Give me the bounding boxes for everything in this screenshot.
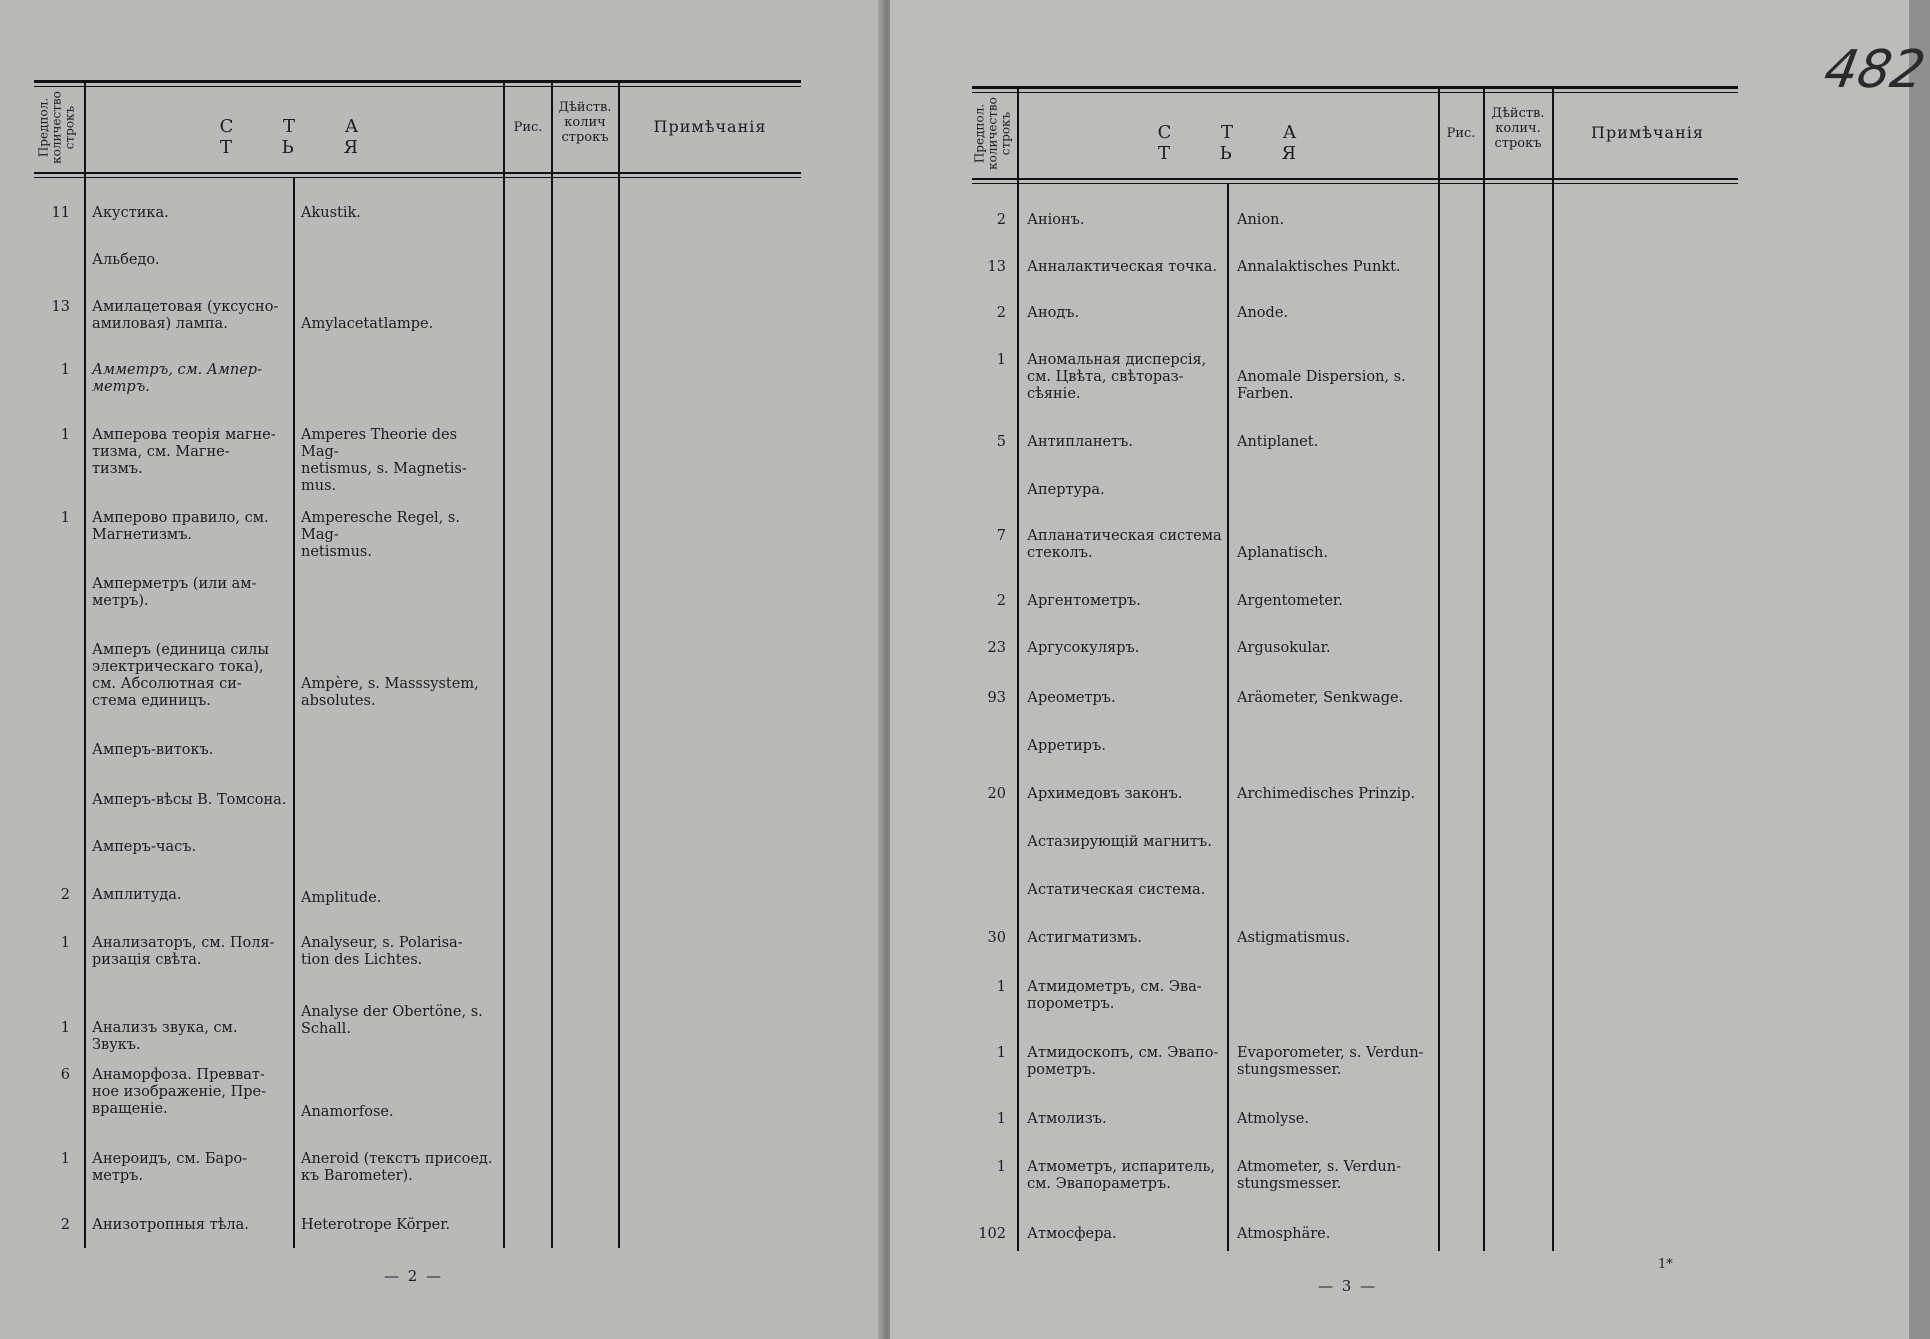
row-term-de: Amylacetatlampe. bbox=[301, 316, 434, 332]
row-term-de: Annalaktisches Punkt. bbox=[1237, 259, 1401, 275]
row-term-de: Evaporometer, s. Verdun- stungsmesser. bbox=[1237, 1045, 1424, 1078]
col-rule-3 bbox=[503, 83, 505, 1248]
top-rule-thin bbox=[34, 86, 801, 87]
row-term-ru: Анероидъ, см. Баро- метръ. bbox=[92, 1151, 248, 1184]
row-term-ru: Аргентометръ. bbox=[1027, 593, 1141, 609]
row-count: 20 bbox=[987, 786, 1006, 802]
row-term-ru: Амперово правило, см. Магнетизмъ. bbox=[92, 510, 269, 543]
article-col-header: С Т А Т Ь Я bbox=[1157, 122, 1319, 164]
left-page bbox=[0, 0, 886, 1339]
row-term-ru: Анализаторъ, см. Поля- ризація свѣта. bbox=[92, 935, 275, 968]
row-term-de: Archimedisches Prinzip. bbox=[1237, 786, 1416, 802]
row-term-ru: Анизотропныя тѣла. bbox=[92, 1217, 249, 1233]
row-term-ru: Атмосфера. bbox=[1027, 1226, 1117, 1242]
row-term-de: Atmometer, s. Verdun- stungsmesser. bbox=[1237, 1159, 1401, 1192]
col-rule-4 bbox=[1483, 89, 1485, 1251]
row-term-ru: Ареометръ. bbox=[1027, 690, 1116, 706]
row-term-ru: Амперъ-часъ. bbox=[92, 839, 197, 855]
header-bottom-rule-thin bbox=[34, 177, 801, 178]
row-term-de: Atmolyse. bbox=[1237, 1111, 1309, 1127]
notes-col-header: Примѣчанія bbox=[653, 117, 767, 136]
count-col-header: Предпол. количество строкъ bbox=[36, 91, 77, 164]
row-count: 5 bbox=[996, 434, 1006, 450]
row-count: 2 bbox=[60, 887, 70, 903]
right-page bbox=[890, 0, 1930, 1339]
col-rule-3 bbox=[1438, 89, 1440, 1251]
header-bottom-rule bbox=[34, 172, 801, 174]
row-term-ru: Атмидоскопъ, см. Эвапо- рометръ. bbox=[1027, 1045, 1219, 1078]
header-bottom-rule-thin bbox=[972, 183, 1738, 184]
notes-col-header: Примѣчанія bbox=[1591, 123, 1704, 142]
row-term-ru: Амплитуда. bbox=[92, 887, 182, 903]
row-count: 1 bbox=[996, 1111, 1006, 1127]
row-term-de: Astigmatismus. bbox=[1237, 930, 1351, 946]
row-count: 23 bbox=[987, 640, 1006, 656]
row-term-ru: Астазирующій магнитъ. bbox=[1027, 834, 1212, 850]
row-term-de: Analyseur, s. Polarisa- tion des Lichtes. bbox=[301, 935, 463, 968]
row-count: 1 bbox=[996, 352, 1006, 368]
row-count: 30 bbox=[987, 930, 1006, 946]
row-term-de: Amperesche Regel, s. Mag- netismus. bbox=[301, 510, 460, 560]
row-term-de: Ampère, s. Masssystem, absolutes. bbox=[301, 676, 479, 709]
row-term-de: Anomale Dispersion, s. Farben. bbox=[1237, 369, 1406, 402]
row-term-ru: Арретиръ. bbox=[1027, 738, 1106, 754]
row-term-ru: Альбедо. bbox=[92, 252, 160, 268]
row-term-de: Argusokular. bbox=[1237, 640, 1331, 656]
col-rule-5 bbox=[618, 83, 620, 1248]
row-count: 7 bbox=[996, 528, 1006, 544]
article-col-header: С Т А Т Ь Я bbox=[219, 116, 381, 158]
row-count: 1 bbox=[60, 1020, 70, 1036]
row-term-de: Aneroid (текстъ присоед. къ Barometer). bbox=[301, 1151, 493, 1184]
row-count: 1 bbox=[60, 362, 70, 378]
header-bottom-rule bbox=[972, 178, 1738, 180]
row-term-de: Heterotrope Körper. bbox=[301, 1217, 451, 1233]
row-term-ru: Анналактическая точка. bbox=[1027, 259, 1217, 275]
row-count: 102 bbox=[978, 1226, 1006, 1242]
folio-number-handwritten: 482 bbox=[1819, 40, 1930, 100]
fig-col-header: Рис. bbox=[513, 120, 543, 135]
row-term-ru: Апланатическая система стеколъ. bbox=[1027, 528, 1222, 561]
row-term-de: Anion. bbox=[1237, 212, 1285, 228]
row-term-ru: Амметръ, см. Ампер- метръ. bbox=[92, 362, 262, 395]
page-number: — 2 — bbox=[384, 1267, 444, 1285]
row-term-de: Anamorfose. bbox=[301, 1104, 394, 1120]
row-term-de: Analyse der Obertöne, s. Schall. bbox=[301, 1004, 483, 1037]
row-count: 1 bbox=[60, 935, 70, 951]
col-rule-5 bbox=[1552, 89, 1554, 1251]
row-term-ru: Амперъ-вѣсы В. Томсона. bbox=[92, 792, 287, 808]
row-term-de: Amperes Theorie des Mag- netismus, s. Magnetis- mus. bbox=[301, 427, 467, 494]
row-term-de: Antiplanet. bbox=[1237, 434, 1319, 450]
row-term-ru: Амперметръ (или ам- метръ). bbox=[92, 576, 257, 609]
row-term-ru: Амперова теорія магне- тизма, см. Магне- тизмъ. bbox=[92, 427, 276, 477]
count-col-header: Предпол. количество строкъ bbox=[972, 97, 1013, 170]
row-count: 13 bbox=[987, 259, 1006, 275]
right-table bbox=[890, 0, 1930, 1339]
top-rule-thick bbox=[972, 86, 1738, 89]
col-rule-2 bbox=[1227, 184, 1229, 1251]
row-term-ru: Астатическая система. bbox=[1027, 882, 1206, 898]
row-count: 93 bbox=[987, 690, 1006, 706]
row-count: 2 bbox=[996, 305, 1006, 321]
row-term-ru: Атмидометръ, см. Эва- порометръ. bbox=[1027, 979, 1202, 1012]
row-count: 1 bbox=[60, 1151, 70, 1167]
row-term-ru: Анодъ. bbox=[1027, 305, 1080, 321]
row-count: 6 bbox=[60, 1067, 70, 1083]
row-count: 2 bbox=[996, 212, 1006, 228]
row-count: 1 bbox=[996, 1045, 1006, 1061]
row-term-ru: Амперъ (единица силы электрическаго тока), см. Абсолютная си- стема единицъ. bbox=[92, 642, 269, 709]
row-term-ru: Анализъ звука, см. Звукъ. bbox=[92, 1020, 238, 1053]
col-rule-2 bbox=[293, 178, 295, 1248]
col-rule-1 bbox=[1017, 89, 1019, 1251]
top-rule-thick bbox=[34, 80, 801, 83]
row-term-de: Atmosphäre. bbox=[1237, 1226, 1331, 1242]
row-count: 11 bbox=[51, 205, 70, 221]
row-term-ru: Апертура. bbox=[1027, 482, 1105, 498]
row-term-ru: Архимедовъ законъ. bbox=[1027, 786, 1183, 802]
col-rule-1 bbox=[84, 83, 86, 1248]
row-count: 13 bbox=[51, 299, 70, 315]
row-term-de: Argentometer. bbox=[1237, 593, 1343, 609]
row-term-ru: Атмометръ, испаритель, см. Эвапораметръ. bbox=[1027, 1159, 1215, 1192]
row-term-de: Anode. bbox=[1237, 305, 1289, 321]
row-term-ru: Анаморфоза. Превват- ное изображеніе, Пре- вращеніе. bbox=[92, 1067, 266, 1117]
row-term-de: Aplanatisch. bbox=[1237, 545, 1328, 561]
row-term-ru: Атмолизъ. bbox=[1027, 1111, 1107, 1127]
row-term-ru: Астигматизмъ. bbox=[1027, 930, 1143, 946]
top-rule-thin bbox=[972, 92, 1738, 93]
row-term-ru: Аномальная дисперсія, см. Цвѣта, свѣтораз- сѣяніе. bbox=[1027, 352, 1207, 402]
fig-col-header: Рис. bbox=[1446, 126, 1476, 141]
row-count: 1 bbox=[996, 979, 1006, 995]
page-number: — 3 — bbox=[1318, 1277, 1378, 1295]
row-count: 1 bbox=[996, 1159, 1006, 1175]
row-term-ru: Аргусокуляръ. bbox=[1027, 640, 1140, 656]
row-term-ru: Амперъ-витокъ. bbox=[92, 742, 214, 758]
row-term-de: Akustik. bbox=[301, 205, 361, 221]
actual-col-header: Дѣйств. колич. строкъ bbox=[1491, 106, 1545, 151]
row-term-ru: Антипланетъ. bbox=[1027, 434, 1133, 450]
row-count: 1 bbox=[60, 427, 70, 443]
row-count: 2 bbox=[60, 1217, 70, 1233]
row-term-ru: Амилацетовая (уксусно- амиловая) лампа. bbox=[92, 299, 279, 332]
row-term-de: Aräometer, Senkwage. bbox=[1237, 690, 1404, 706]
row-count: 2 bbox=[996, 593, 1006, 609]
row-count: 1 bbox=[60, 510, 70, 526]
left-table bbox=[0, 0, 886, 1339]
actual-col-header: Дѣйств. колич строкъ bbox=[558, 100, 612, 145]
col-rule-4 bbox=[551, 83, 553, 1248]
signature-mark: 1* bbox=[1658, 1257, 1673, 1272]
row-term-ru: Аніонъ. bbox=[1027, 212, 1085, 228]
row-term-de: Amplitude. bbox=[301, 890, 382, 906]
row-term-ru: Акустика. bbox=[92, 205, 169, 221]
